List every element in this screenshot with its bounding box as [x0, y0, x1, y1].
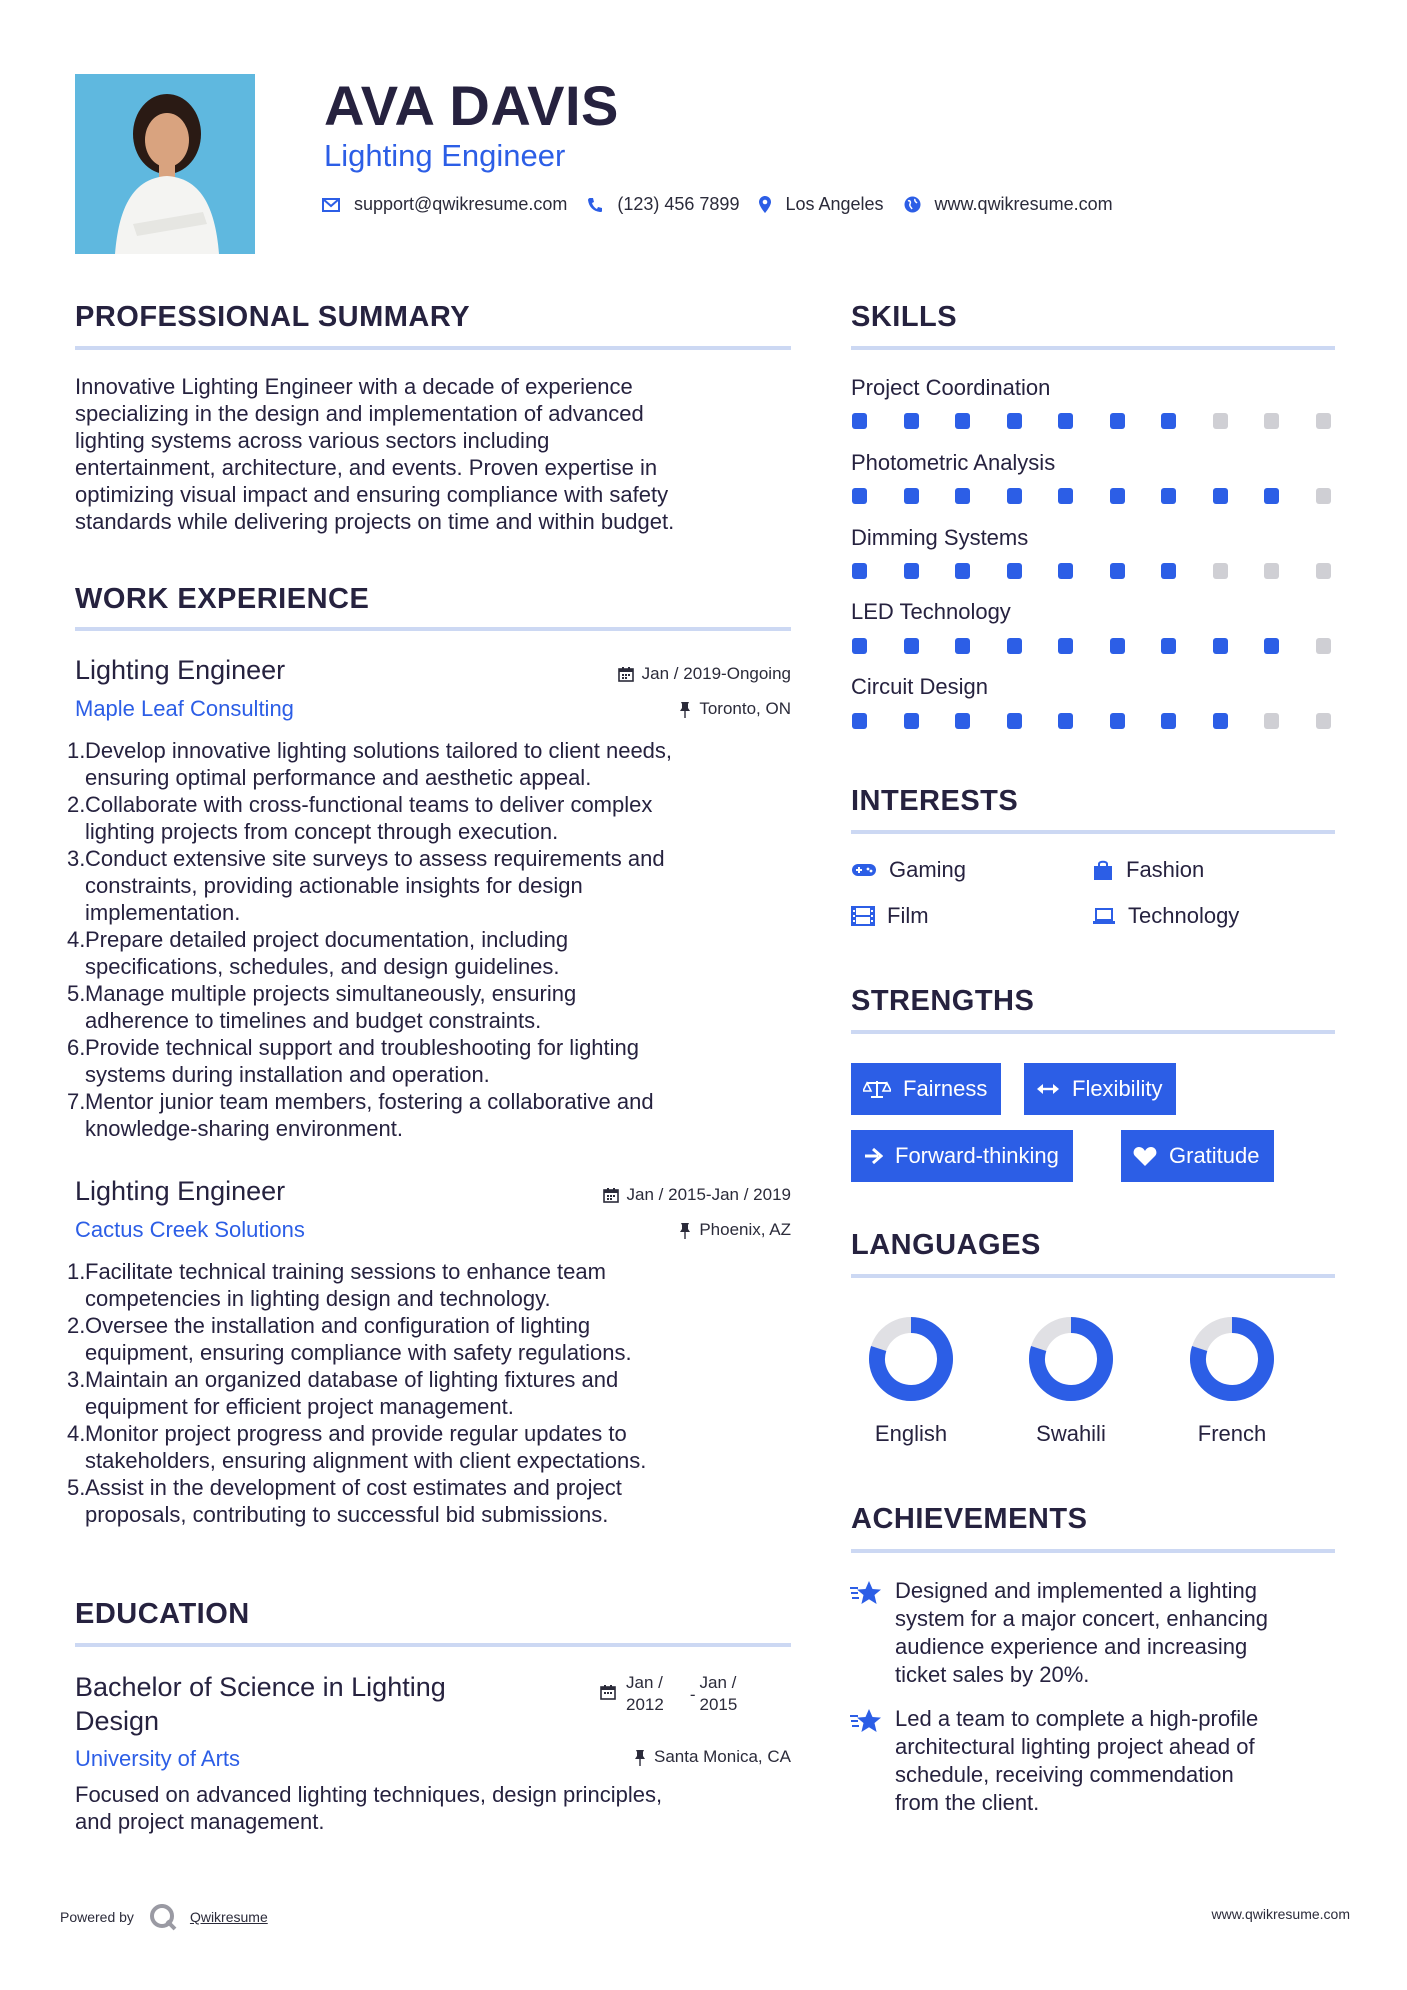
date-separator: - [689, 1685, 696, 1704]
skill-dot-filled [904, 638, 919, 654]
achievement-item [849, 1705, 1258, 1817]
shopping-bag-icon [1092, 859, 1114, 881]
list-item [68, 845, 798, 926]
strength-badge [1121, 1130, 1274, 1182]
list-item [68, 791, 798, 845]
achievement-item [849, 1577, 1268, 1689]
list-item [68, 1312, 798, 1366]
interests-heading: INTERESTS [851, 785, 1019, 817]
summary-line: optimizing visual impact and ensuring compliance with safety [75, 482, 669, 507]
skill-dot-empty [1213, 413, 1228, 429]
film-icon [851, 906, 875, 926]
skill-dot-filled [852, 563, 867, 579]
skill-dot-empty [1264, 563, 1279, 579]
contact-website[interactable] [904, 194, 1113, 215]
skill-dot-filled [1007, 713, 1022, 729]
skill-dot-empty [1213, 563, 1228, 579]
contact-phone[interactable] [587, 194, 739, 215]
company-name: Maple Leaf Consulting [75, 696, 294, 721]
list-line: Manage multiple projects simultaneously, ensuring [85, 981, 577, 1006]
location-text: Los Angeles [785, 194, 884, 214]
achievement-line: audience experience and increasing [895, 1634, 1248, 1659]
skill-dot-filled [1161, 563, 1176, 579]
powered-by-text: Powered by [60, 1909, 134, 1925]
contact-email[interactable] [322, 194, 567, 215]
skill-dot-filled [1264, 488, 1279, 504]
job-location-text: Toronto, ON [699, 699, 791, 718]
list-item [68, 1420, 798, 1474]
summary-line: lighting systems across various sectors including [75, 428, 550, 453]
skill-dot-filled [955, 413, 970, 429]
calendar-icon [603, 1187, 619, 1203]
skill-rating [852, 413, 1336, 429]
pushpin-icon [679, 701, 691, 718]
achievement-line: Led a team to complete a high-profile [895, 1706, 1259, 1731]
language-name: English [874, 1421, 948, 1446]
gamepad-icon [851, 862, 877, 878]
skill-dot-empty [1316, 638, 1331, 654]
list-item [68, 1034, 798, 1088]
job-duties-list [68, 1258, 798, 1528]
skill-rating [852, 488, 1336, 504]
list-number: 5. [67, 981, 86, 1006]
achievement-line: Designed and implemented a lighting [895, 1578, 1258, 1603]
skill-dot-filled [1110, 413, 1125, 429]
calendar-icon [600, 1684, 616, 1700]
achievement-line: from the client. [895, 1790, 1040, 1815]
phone-text: (123) 456 7899 [617, 194, 740, 214]
skill-name: Dimming Systems [851, 525, 1029, 550]
education-location-text: Santa Monica, CA [653, 1747, 791, 1766]
list-item [68, 1366, 798, 1420]
job-date-text: Jan / 2019-Ongoing [641, 664, 791, 683]
skill-dot-filled [1058, 638, 1073, 654]
experience-divider [75, 627, 791, 631]
list-line: Assist in the development of cost estimates and project [85, 1475, 622, 1500]
skill-dot-filled [1007, 413, 1022, 429]
envelope-icon [322, 198, 340, 212]
skill-dot-filled [955, 713, 970, 729]
job-date [618, 664, 791, 684]
qwikresume-logo-icon [148, 1902, 178, 1932]
company-name: Cactus Creek Solutions [75, 1217, 305, 1242]
list-text [85, 1420, 646, 1474]
interest-label: Technology [1128, 903, 1240, 928]
skill-dot-filled [904, 413, 919, 429]
skill-dot-filled [904, 713, 919, 729]
heart-icon [1133, 1146, 1157, 1167]
interest-item [851, 903, 929, 929]
skills-heading: SKILLS [851, 301, 958, 333]
list-number: 6. [67, 1035, 86, 1060]
education-date [600, 1672, 737, 1716]
list-number: 3. [67, 846, 86, 871]
skill-dot-filled [1110, 713, 1125, 729]
skill-dot-filled [1110, 638, 1125, 654]
list-text [85, 1474, 622, 1528]
strength-label: Forward-thinking [895, 1143, 1059, 1168]
arrow-right-icon [863, 1147, 883, 1165]
list-text [85, 1034, 639, 1088]
pushpin-icon [679, 1222, 691, 1239]
list-line: systems during installation and operation. [85, 1062, 490, 1087]
list-item [68, 737, 798, 791]
skill-dot-filled [1007, 638, 1022, 654]
candidate-role: Lighting Engineer [324, 138, 566, 173]
date-part: 2015 [699, 1695, 738, 1714]
skill-dot-filled [955, 638, 970, 654]
list-line: knowledge-sharing environment. [85, 1116, 403, 1141]
job-date [603, 1185, 791, 1205]
education-start-date [626, 1672, 664, 1716]
strength-label: Fairness [903, 1076, 988, 1101]
skill-dot-filled [1058, 713, 1073, 729]
skill-dot-filled [1161, 638, 1176, 654]
description-line: and project management. [75, 1809, 325, 1834]
skill-dot-empty [1316, 563, 1331, 579]
skill-dot-filled [1110, 488, 1125, 504]
website-text: www.qwikresume.com [934, 194, 1113, 214]
achievement-text [895, 1705, 1258, 1817]
globe-icon [904, 196, 921, 213]
skill-dot-filled [1058, 413, 1073, 429]
skill-dot-filled [955, 488, 970, 504]
interest-item [1092, 857, 1204, 883]
interest-label: Fashion [1126, 857, 1205, 882]
list-text [85, 1088, 654, 1142]
candidate-name: AVA DAVIS [324, 74, 619, 137]
strength-badge [851, 1130, 1073, 1182]
list-text [85, 791, 652, 845]
list-text [85, 980, 576, 1034]
skill-dot-empty [1316, 713, 1331, 729]
language-name: Swahili [1036, 1421, 1106, 1446]
summary-text [75, 373, 674, 535]
list-number: 4. [67, 1421, 86, 1446]
star-icon [849, 1580, 883, 1606]
interest-item [1092, 903, 1239, 929]
languages-divider [851, 1274, 1335, 1278]
list-text [85, 737, 672, 791]
education-divider [75, 1643, 791, 1647]
list-item [68, 1474, 798, 1528]
list-line: Provide technical support and troubleshooting for lighting [85, 1035, 640, 1060]
skill-dot-filled [1007, 563, 1022, 579]
laptop-icon [1092, 907, 1116, 925]
skill-dot-filled [1058, 563, 1073, 579]
skill-rating [852, 713, 1336, 729]
education-end-date [700, 1672, 738, 1716]
achievements-divider [851, 1549, 1335, 1553]
language-donut [1177, 1311, 1287, 1407]
skill-dot-filled [852, 713, 867, 729]
skill-dot-filled [1058, 488, 1073, 504]
footer-url[interactable]: www.qwikresume.com [1211, 1906, 1350, 1922]
footer-branding [60, 1902, 268, 1932]
list-text [85, 926, 568, 980]
achievements-heading: ACHIEVEMENTS [851, 1503, 1088, 1535]
school-name: University of Arts [75, 1746, 241, 1771]
achievement-line: ticket sales by 20%. [895, 1662, 1090, 1687]
list-text [85, 1258, 606, 1312]
profile-photo [75, 74, 255, 254]
language-donut [1016, 1311, 1126, 1407]
skill-dot-empty [1264, 413, 1279, 429]
education-location [634, 1747, 791, 1767]
pushpin-icon [634, 1749, 646, 1766]
star-icon [849, 1708, 883, 1734]
list-line: Maintain an organized database of lighting fixtures and [85, 1367, 619, 1392]
date-part: 2012 [626, 1695, 664, 1714]
list-line: implementation. [85, 900, 241, 925]
strength-badge [1024, 1063, 1176, 1115]
interest-label: Film [887, 903, 929, 928]
date-part: Jan / [626, 1673, 663, 1692]
list-item [68, 926, 798, 980]
skill-dot-filled [852, 488, 867, 504]
skill-rating [852, 563, 1336, 579]
achievement-line: architectural lighting project ahead of [895, 1734, 1255, 1759]
job-date-text: Jan / 2015-Jan / 2019 [626, 1185, 791, 1204]
skill-dot-filled [852, 638, 867, 654]
list-line: Prepare detailed project documentation, including [85, 927, 569, 952]
strength-badge [851, 1063, 1001, 1115]
skill-name: Photometric Analysis [851, 450, 1056, 475]
strengths-divider [851, 1030, 1335, 1034]
skill-dot-filled [904, 563, 919, 579]
summary-heading: PROFESSIONAL SUMMARY [75, 301, 471, 333]
list-line: equipment, ensuring compliance with safety regulations. [85, 1340, 632, 1365]
skill-dot-filled [1213, 713, 1228, 729]
skill-dot-filled [1213, 488, 1228, 504]
brand-link[interactable]: Qwikresume [189, 1909, 268, 1925]
language-name: French [1197, 1421, 1267, 1446]
list-line: specifications, schedules, and design guidelines. [85, 954, 560, 979]
degree-line: Bachelor of Science in Lighting [75, 1672, 446, 1702]
interest-label: Gaming [889, 857, 967, 882]
skill-name: Project Coordination [851, 375, 1051, 400]
education-description [75, 1781, 662, 1835]
job-title: Lighting Engineer [75, 655, 286, 685]
experience-heading: WORK EXPERIENCE [75, 583, 370, 615]
summary-divider [75, 346, 791, 350]
list-item [68, 980, 798, 1034]
list-line: Mentor junior team members, fostering a collaborative and [85, 1089, 654, 1114]
strengths-heading: STRENGTHS [851, 985, 1035, 1017]
skill-dot-empty [1316, 488, 1331, 504]
list-text [85, 1312, 632, 1366]
achievement-line: schedule, receiving commendation [895, 1762, 1234, 1787]
list-number: 3. [67, 1367, 86, 1392]
phone-icon [587, 197, 603, 213]
balance-scale-icon [863, 1079, 891, 1099]
skill-name: LED Technology [851, 599, 1011, 624]
list-number: 1. [67, 738, 86, 763]
summary-line: entertainment, architecture, and events. Proven expertise in [75, 455, 658, 480]
contact-location [759, 194, 883, 215]
interest-item [851, 857, 966, 883]
calendar-icon [618, 666, 634, 682]
list-number: 2. [67, 792, 86, 817]
map-marker-icon [759, 196, 771, 213]
skill-dot-filled [852, 413, 867, 429]
job-title: Lighting Engineer [75, 1176, 286, 1206]
email-text: support@qwikresume.com [354, 194, 568, 214]
job-location-text: Phoenix, AZ [699, 1220, 791, 1239]
achievement-text [895, 1577, 1268, 1689]
skill-dot-filled [1161, 713, 1176, 729]
skill-rating [852, 638, 1336, 654]
list-line: Collaborate with cross-functional teams to deliver complex [85, 792, 653, 817]
list-line: Monitor project progress and provide regular updates to [85, 1421, 627, 1446]
list-number: 1. [67, 1259, 86, 1284]
degree-title [75, 1670, 446, 1738]
list-item [68, 1088, 798, 1142]
skill-dot-filled [955, 563, 970, 579]
job-location [679, 699, 791, 719]
list-line: constraints, providing actionable insights for design [85, 873, 583, 898]
list-line: stakeholders, ensuring alignment with client expectations. [85, 1448, 647, 1473]
skill-dot-empty [1316, 413, 1331, 429]
list-item [68, 1258, 798, 1312]
skill-dot-filled [1161, 488, 1176, 504]
skill-dot-empty [1264, 713, 1279, 729]
summary-line: Innovative Lighting Engineer with a decade of experience [75, 374, 633, 399]
list-line: lighting projects from concept through execution. [85, 819, 559, 844]
list-line: equipment for efficient project management. [85, 1394, 514, 1419]
degree-line: Design [75, 1706, 160, 1736]
list-text [85, 1366, 618, 1420]
skill-dot-filled [1264, 638, 1279, 654]
list-line: ensuring optimal performance and aesthetic appeal. [85, 765, 592, 790]
skill-dot-filled [1213, 638, 1228, 654]
summary-line: standards while delivering projects on time and within budget. [75, 509, 675, 534]
list-number: 7. [67, 1089, 86, 1114]
list-number: 4. [67, 927, 86, 952]
skill-dot-filled [1007, 488, 1022, 504]
skill-name: Circuit Design [851, 674, 988, 699]
list-line: Facilitate technical training sessions to enhance team [85, 1259, 606, 1284]
arrows-horizontal-icon [1036, 1082, 1060, 1096]
language-donut [856, 1311, 966, 1407]
skill-dot-filled [1110, 563, 1125, 579]
strength-label: Flexibility [1072, 1076, 1163, 1101]
education-heading: EDUCATION [75, 1598, 250, 1630]
skill-dot-filled [1161, 413, 1176, 429]
job-location [679, 1220, 791, 1240]
job-duties-list [68, 737, 798, 1142]
list-line: Conduct extensive site surveys to assess requirements and [85, 846, 665, 871]
achievement-line: system for a major concert, enhancing [895, 1606, 1268, 1631]
skill-dot-filled [904, 488, 919, 504]
summary-line: specializing in the design and implementation of advanced [75, 401, 644, 426]
list-line: adherence to timelines and budget constraints. [85, 1008, 542, 1033]
list-line: Develop innovative lighting solutions tailored to client needs, [85, 738, 673, 763]
list-number: 2. [67, 1313, 86, 1338]
description-line: Focused on advanced lighting techniques, design principles, [75, 1782, 663, 1807]
languages-heading: LANGUAGES [851, 1229, 1041, 1261]
list-line: proposals, contributing to successful bid submissions. [85, 1502, 609, 1527]
list-line: competencies in lighting design and technology. [85, 1286, 551, 1311]
list-text [85, 845, 665, 926]
strength-label: Gratitude [1169, 1143, 1260, 1168]
list-line: Oversee the installation and configuration of lighting [85, 1313, 591, 1338]
contact-bar [322, 194, 1133, 215]
date-part: Jan / [699, 1673, 737, 1692]
list-number: 5. [67, 1475, 86, 1500]
interests-divider [851, 830, 1335, 834]
skills-divider [851, 346, 1335, 350]
